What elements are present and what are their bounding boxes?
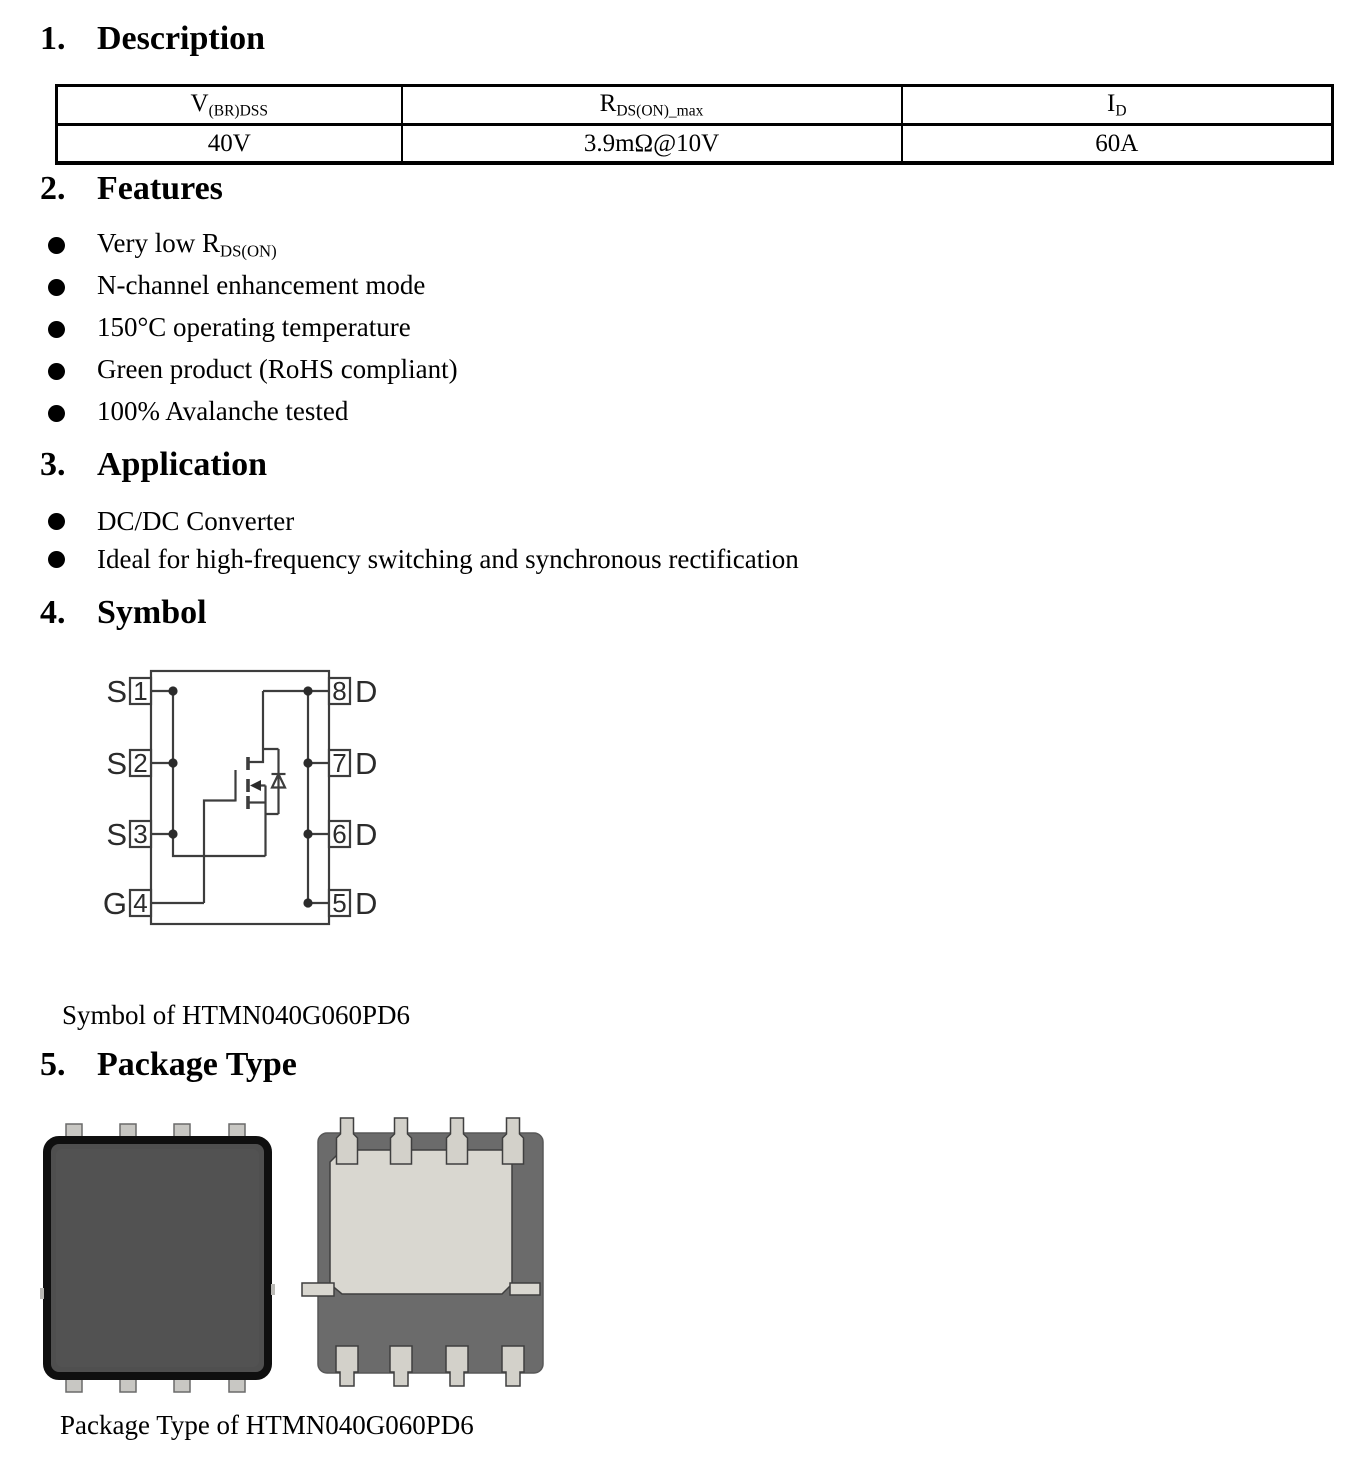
package-pin xyxy=(336,1346,358,1386)
junction-dot xyxy=(168,758,177,767)
package-caption: Package Type of HTMN040G060PD6 xyxy=(60,1410,474,1440)
pin-letter: G xyxy=(102,886,127,921)
section-number: 4. xyxy=(40,594,66,631)
value-rdson: 3.9mΩ@10V xyxy=(402,125,902,164)
package-pin xyxy=(391,1118,412,1164)
pin-number: 1 xyxy=(133,676,148,706)
pin-number: 5 xyxy=(332,888,347,918)
package-pin xyxy=(390,1346,412,1386)
list-item: Very low $R_{DS(ON)}$ xyxy=(0,224,1300,266)
pad-side-tab xyxy=(302,1283,334,1296)
list-item: DC/DC Converter xyxy=(0,502,1300,540)
mosfet-symbol-diagram xyxy=(95,650,385,950)
list-item: N-channel enhancement mode xyxy=(0,266,1300,308)
package-pin xyxy=(337,1118,358,1164)
description-table xyxy=(55,84,1334,165)
table-value-row xyxy=(57,125,1333,164)
list-item: Green product (RoHS compliant) xyxy=(0,350,1300,392)
bullet-icon xyxy=(48,551,65,568)
pin-letter: S xyxy=(106,674,127,709)
junction-dot xyxy=(168,686,177,695)
package-pin xyxy=(446,1346,468,1386)
junction-dot xyxy=(168,829,177,838)
pin-letter: D xyxy=(355,674,378,709)
list-item: 100% Avalanche tested xyxy=(0,392,1300,434)
section-title: Description xyxy=(97,20,266,57)
header-rdson: $R_{DS(ON)\_max}$ xyxy=(402,86,902,125)
header-vbrdss: $V_{(BR)DSS}$ xyxy=(57,86,402,125)
pin-letter: S xyxy=(106,817,127,852)
list-item: 150°C operating temperature xyxy=(0,308,1300,350)
package-top-view-image xyxy=(38,1116,278,1398)
section-heading-application xyxy=(40,446,267,483)
pin-number: 4 xyxy=(133,888,148,918)
section-number: 3. xyxy=(40,446,66,483)
table-header-row xyxy=(57,86,1333,125)
section-number: 5. xyxy=(40,1046,66,1083)
pin-number: 8 xyxy=(332,676,347,706)
section-title: Package Type xyxy=(97,1046,297,1083)
package-pin xyxy=(502,1346,524,1386)
bullet-icon xyxy=(48,279,65,296)
symbol-caption: Symbol of HTMN040G060PD6 xyxy=(62,1000,411,1030)
pin-letter: S xyxy=(106,746,127,781)
section-number: 1. xyxy=(40,20,66,57)
bullet-icon xyxy=(48,363,65,380)
package-pin xyxy=(503,1118,524,1164)
pin-letter: D xyxy=(355,746,378,781)
pad-side-tab xyxy=(510,1283,540,1295)
section-heading-symbol xyxy=(40,594,207,631)
bullet-icon xyxy=(48,513,65,530)
list-item: Ideal for high-frequency switching and synchronous rectification xyxy=(0,540,1300,578)
junction-dot xyxy=(303,898,312,907)
section-title: Features xyxy=(97,170,223,207)
pin-letter: D xyxy=(355,817,378,852)
header-id: $I_D$ xyxy=(902,86,1333,125)
package-pin xyxy=(447,1118,468,1164)
package-side-nub xyxy=(271,1284,275,1295)
section-number: 2. xyxy=(40,170,66,207)
junction-dot xyxy=(303,758,312,767)
pin-number: 3 xyxy=(133,819,148,849)
pin-number: 2 xyxy=(133,748,148,778)
package-side-nub xyxy=(40,1288,44,1299)
section-title: Symbol xyxy=(97,594,207,631)
bullet-icon xyxy=(48,237,65,254)
pin-number: 6 xyxy=(332,819,347,849)
application-list xyxy=(0,502,1300,578)
value-id: 60A xyxy=(902,125,1333,164)
bullet-icon xyxy=(48,321,65,338)
bullet-icon xyxy=(48,405,65,422)
section-heading-features xyxy=(40,170,223,207)
junction-dot xyxy=(303,686,312,695)
symbol-package-outline xyxy=(151,671,329,924)
exposed-drain-pad xyxy=(330,1150,512,1294)
pin-number: 7 xyxy=(332,748,347,778)
pin-letter: D xyxy=(355,886,378,921)
package-bottom-view-image xyxy=(293,1112,549,1393)
features-list xyxy=(0,224,1300,434)
junction-dot xyxy=(303,829,312,838)
package-body-face xyxy=(56,1149,259,1367)
section-heading-description xyxy=(40,20,265,57)
value-vbrdss: 40V xyxy=(57,125,402,164)
section-title: Application xyxy=(97,446,268,483)
section-heading-package-type xyxy=(40,1046,297,1083)
